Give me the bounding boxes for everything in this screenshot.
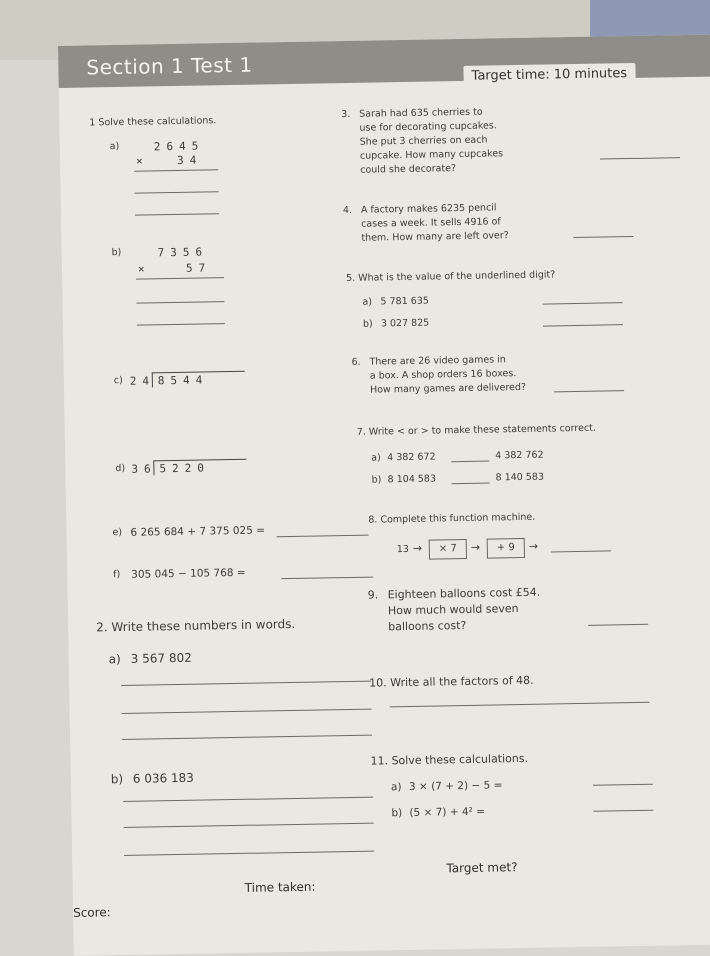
q1b-top-number: 7356 (157, 245, 209, 260)
q3-answer-line[interactable] (600, 157, 680, 159)
q1b-answer-line[interactable] (137, 323, 225, 326)
q5-prompt: 5. What is the value of the underlined digit? (346, 269, 556, 285)
q6-line-2: a box. A shop orders 16 boxes. (369, 368, 517, 382)
q1d-dividend: 5220 (159, 461, 210, 476)
q2a-number: 3 567 802 (130, 650, 192, 666)
q11b-label: b) (391, 807, 403, 820)
q3-line-1: Sarah had 635 cherries to (359, 106, 483, 120)
q8-answer-line[interactable] (551, 550, 611, 552)
q4-answer-line[interactable] (573, 236, 633, 238)
q1d-divisor: 36 (131, 462, 157, 476)
q1c-label: c) (113, 374, 123, 387)
q9-line-1: Eighteen balloons cost £54. (387, 585, 541, 602)
q7b-left-number: 8 104 583 (387, 473, 437, 486)
q7b-label: b) (371, 474, 382, 486)
q9-line-3: balloons cost? (388, 618, 467, 634)
q5a-answer-line[interactable] (543, 302, 623, 304)
q5a-number: 5 781 635 (380, 295, 429, 308)
q11-prompt: 11. Solve these calculations. (370, 751, 529, 768)
q1b-answer-line[interactable] (136, 301, 224, 304)
q2a-label: a) (108, 651, 121, 667)
q1b-operator: × (137, 262, 151, 276)
q1c-dividend: 8544 (157, 373, 209, 388)
q3-line-5: could she decorate? (360, 163, 457, 176)
q7a-label: a) (371, 452, 381, 464)
q3-number: 3. (341, 108, 351, 121)
q4-number: 4. (342, 204, 353, 217)
q1e-answer-line[interactable] (277, 535, 369, 538)
q2a-answer-line[interactable] (122, 709, 372, 714)
q8-input-value: 13 (396, 543, 410, 556)
score-label: Score: (73, 905, 111, 920)
q3-line-2: use for decorating cupcakes. (359, 120, 497, 134)
q1a-answer-line[interactable] (135, 213, 219, 215)
q2a-answer-line[interactable] (121, 681, 371, 686)
q3-line-4: cupcake. How many cupcakes (359, 148, 504, 162)
arrow-right-icon: → (528, 539, 539, 553)
q1f-answer-line[interactable] (281, 577, 373, 580)
q6-answer-line[interactable] (554, 390, 624, 392)
target-time-label: Target time: 10 minutes (463, 63, 635, 87)
q11a-expression: 3 × (7 + 2) − 5 = (408, 779, 503, 793)
q2b-number: 6 036 183 (132, 770, 194, 786)
q2b-answer-line[interactable] (124, 851, 374, 856)
q11b-answer-line[interactable] (593, 810, 653, 812)
q5b-label: b) (362, 318, 373, 330)
q1d-label: d) (115, 462, 126, 475)
time-taken-label: Time taken: (244, 879, 316, 895)
q1a-sum-line (134, 169, 218, 171)
q1a-top-number: 2645 (153, 139, 205, 154)
target-met-label: Target met? (446, 860, 518, 876)
q1a-answer-line[interactable] (135, 191, 219, 193)
q5b-answer-line[interactable] (543, 324, 623, 326)
q4-line-1: A factory makes 6235 pencil (360, 202, 497, 216)
q3-line-3: She put 3 cherries on each (359, 134, 488, 148)
q7-prompt: 7. Write < or > to make these statements correct. (356, 422, 596, 438)
q8-function-box-1: × 7 (429, 539, 467, 560)
q1b-sum-line (136, 277, 224, 280)
q2b-answer-line[interactable] (123, 797, 373, 802)
q1a-operator: × (135, 154, 149, 168)
q8-prompt: 8. Complete this function machine. (368, 511, 536, 526)
arrow-right-icon: → (412, 541, 423, 555)
q2-prompt: 2. Write these numbers in words. (96, 616, 296, 635)
q1-prompt: 1 Solve these calculations. (89, 115, 217, 129)
q9-number: 9. (367, 588, 379, 602)
q9-answer-line[interactable] (588, 624, 648, 626)
q2b-label: b) (110, 771, 124, 787)
q1b-label: b) (111, 246, 122, 259)
arrow-right-icon: → (470, 540, 481, 554)
q1e-expression: 6 265 684 + 7 375 025 = (130, 524, 266, 539)
q8-function-box-2: + 9 (487, 538, 525, 559)
q11a-answer-line[interactable] (593, 784, 653, 786)
q7a-right-number: 4 382 762 (495, 449, 544, 462)
q11b-expression: (5 × 7) + 4² = (409, 805, 486, 819)
q1a-bottom-number: 34 (176, 153, 203, 167)
worksheet-page (58, 35, 710, 956)
q7b-right-number: 8 140 583 (495, 471, 545, 484)
page-title: Section 1 Test 1 (86, 52, 253, 80)
q6-line-1: There are 26 video games in (369, 354, 506, 368)
q1e-label: e) (112, 526, 123, 539)
q10-prompt: 10. Write all the factors of 48. (369, 673, 534, 690)
q1a-label: a) (109, 140, 120, 153)
q1c-divisor: 24 (129, 374, 156, 388)
q9-line-2: How much would seven (387, 602, 519, 618)
q5a-label: a) (362, 296, 373, 308)
q2b-answer-line[interactable] (124, 823, 374, 828)
q7a-left-number: 4 382 672 (387, 451, 436, 464)
q11a-label: a) (390, 781, 402, 794)
q6-number: 6. (351, 356, 361, 368)
q1b-bottom-number: 57 (185, 261, 212, 275)
q7a-answer-line[interactable] (451, 461, 489, 463)
q6-line-3: How many games are delivered? (369, 381, 527, 396)
q5b-number: 3 027 825 (380, 317, 430, 330)
q1f-expression: 305 045 − 105 768 = (131, 566, 246, 581)
q2a-answer-line[interactable] (122, 735, 372, 740)
q4-line-3: them. How many are left over? (361, 230, 509, 244)
q7b-answer-line[interactable] (452, 483, 490, 485)
q10-answer-line[interactable] (390, 702, 650, 708)
q1f-label: f) (113, 568, 121, 581)
q4-line-2: cases a week. It sells 4916 of (361, 216, 501, 230)
